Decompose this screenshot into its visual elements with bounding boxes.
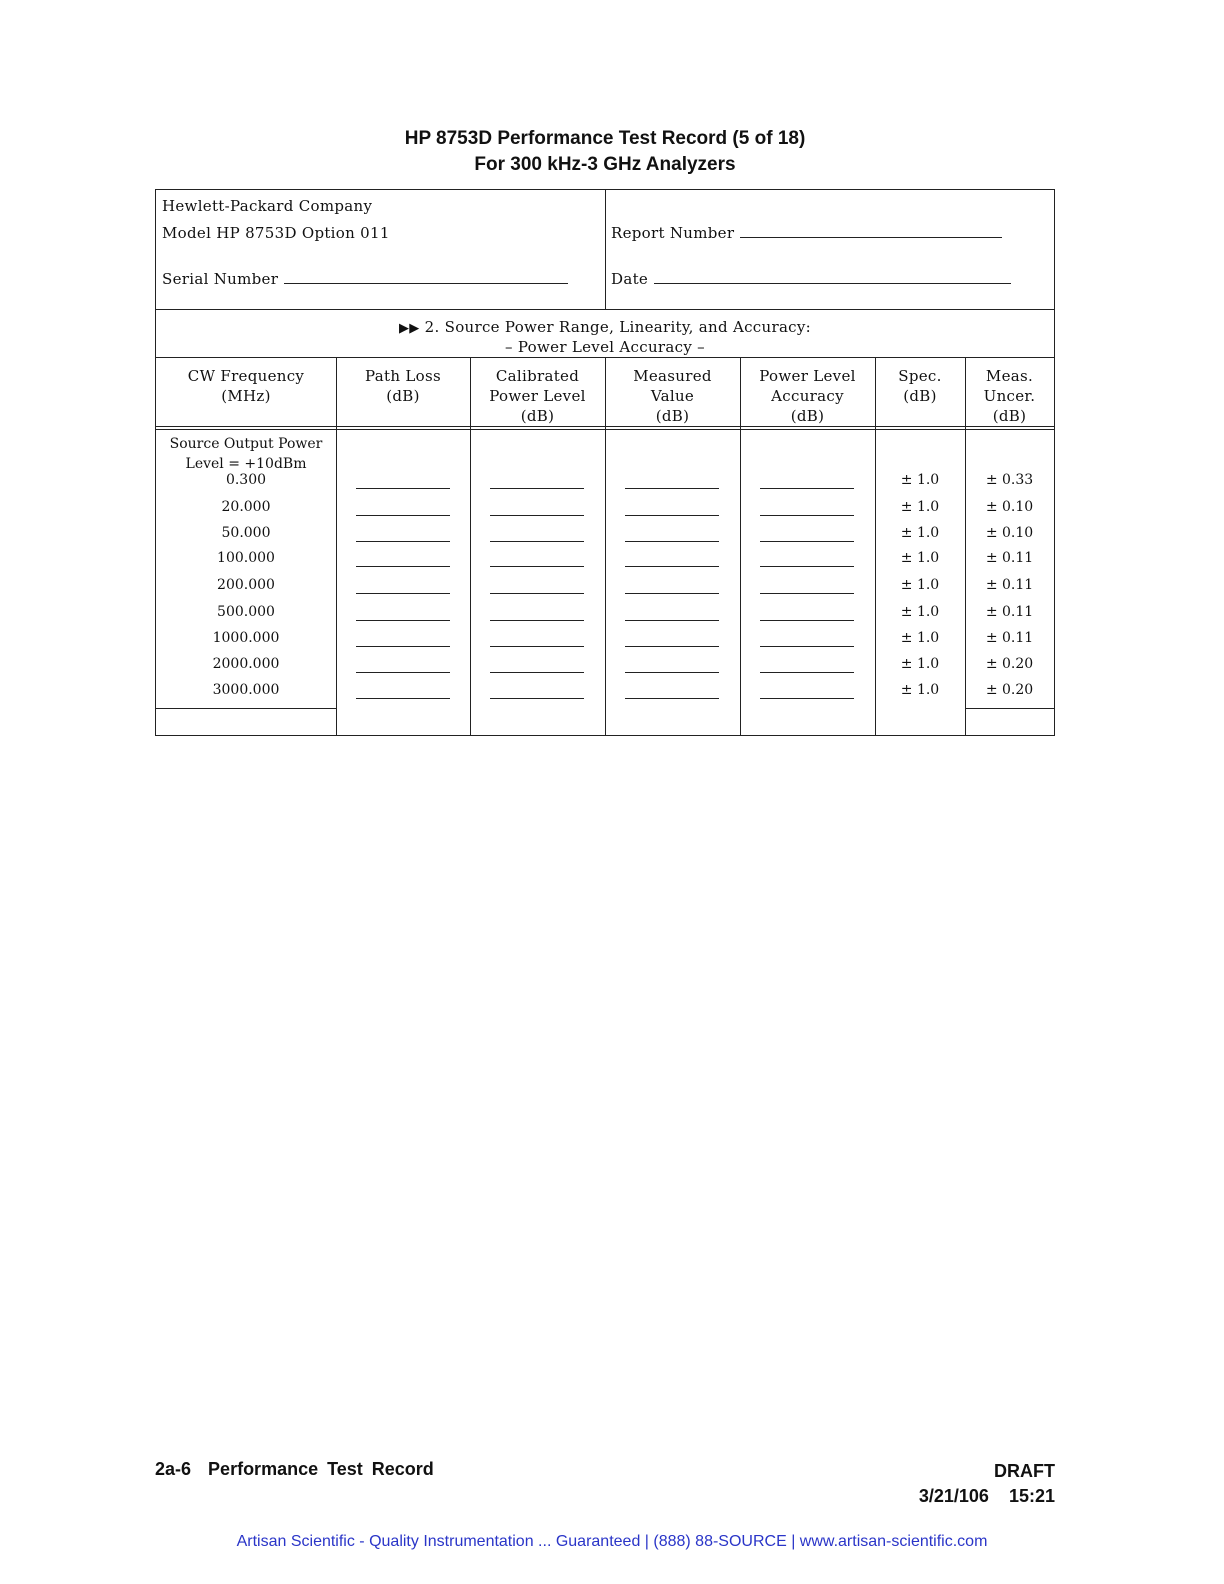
spec-value: ± 1.0	[900, 525, 940, 541]
entry-blank[interactable]	[356, 698, 450, 699]
uncertainty-value: ± 0.20	[985, 682, 1034, 698]
footer-left	[155, 1459, 434, 1480]
footer-right	[919, 1459, 1055, 1509]
uncertainty-value: ± 0.20	[985, 656, 1034, 672]
entry-blank[interactable]	[760, 566, 854, 567]
date-blank[interactable]	[654, 270, 1011, 284]
date-label: Date	[611, 270, 649, 288]
column-header-spec: Spec. (dB)	[898, 367, 942, 405]
entry-blank[interactable]	[356, 515, 450, 516]
report-number-label: Report Number	[611, 224, 735, 242]
entry-blank[interactable]	[490, 541, 584, 542]
company-name: Hewlett-Packard Company	[162, 197, 373, 215]
entry-blank[interactable]	[625, 593, 719, 594]
footer-date: 3/21/106	[918, 1486, 989, 1506]
model-label: Model HP 8753D Option 011	[162, 224, 390, 242]
group-label: Source Output Power Level = +10dBm	[169, 436, 323, 472]
entry-blank[interactable]	[490, 593, 584, 594]
spec-value: ± 1.0	[900, 472, 940, 488]
entry-blank[interactable]	[760, 593, 854, 594]
document-title: HP 8753D Performance Test Record (5 of 18)	[404, 128, 806, 149]
entry-blank[interactable]	[760, 515, 854, 516]
entry-blank[interactable]	[490, 488, 584, 489]
row-divider	[965, 708, 1054, 709]
entry-blank[interactable]	[625, 646, 719, 647]
uncertainty-value: ± 0.11	[985, 577, 1034, 593]
spec-value: ± 1.0	[900, 630, 940, 646]
column-header-path-loss: Path Loss (dB)	[365, 367, 441, 405]
uncertainty-value: ± 0.11	[985, 604, 1034, 620]
entry-blank[interactable]	[356, 566, 450, 567]
section-heading: 2. Source Power Range, Linearity, and Accuracy:	[424, 318, 812, 336]
test-record-table	[155, 189, 1055, 736]
cw-frequency-value: 1000.000	[212, 630, 280, 646]
section-subtitle: – Power Level Accuracy –	[505, 338, 705, 356]
report-number-field	[611, 224, 1002, 242]
entry-blank[interactable]	[356, 620, 450, 621]
header-right-panel	[606, 190, 1054, 309]
row-divider	[156, 708, 336, 709]
entry-blank[interactable]	[356, 541, 450, 542]
spec-value: ± 1.0	[900, 604, 940, 620]
entry-blank[interactable]	[625, 488, 719, 489]
entry-blank[interactable]	[356, 646, 450, 647]
cw-frequency-value: 500.000	[217, 604, 275, 620]
column-header-cw-frequency: CW Frequency (MHz)	[187, 367, 305, 405]
entry-blank[interactable]	[760, 646, 854, 647]
cw-frequency-value: 200.000	[217, 577, 275, 593]
cw-frequency-value: 2000.000	[212, 656, 280, 672]
entry-blank[interactable]	[490, 646, 584, 647]
report-number-blank[interactable]	[740, 224, 1002, 238]
entry-blank[interactable]	[625, 541, 719, 542]
spec-value: ± 1.0	[900, 550, 940, 566]
uncertainty-value: ± 0.10	[985, 499, 1034, 515]
serial-number-label: Serial Number	[162, 270, 279, 288]
entry-blank[interactable]	[625, 698, 719, 699]
entry-blank[interactable]	[490, 672, 584, 673]
entry-blank[interactable]	[490, 698, 584, 699]
entry-blank[interactable]	[625, 515, 719, 516]
uncertainty-value: ± 0.11	[985, 630, 1034, 646]
uncertainty-value: ± 0.33	[985, 472, 1034, 488]
footer-section-name: Performance Test Record	[208, 1459, 434, 1479]
cw-frequency-value: 100.000	[217, 550, 275, 566]
date-field	[611, 270, 1011, 288]
spec-value: ± 1.0	[900, 577, 940, 593]
vendor-banner[interactable]: Artisan Scientific - Quality Instrumentation ... Guaranteed | (888) 88-SOURCE | www.artisan-scientific.com	[236, 1533, 988, 1550]
column-divider	[875, 357, 876, 736]
entry-blank[interactable]	[490, 620, 584, 621]
entry-blank[interactable]	[490, 566, 584, 567]
spec-value: ± 1.0	[900, 656, 940, 672]
header-left-panel	[156, 190, 606, 309]
divider	[156, 426, 1054, 427]
uncertainty-value: ± 0.11	[985, 550, 1034, 566]
cw-frequency-value: 3000.000	[212, 682, 280, 698]
cw-frequency-value: 0.300	[225, 472, 267, 488]
cw-frequency-value: 50.000	[221, 525, 271, 541]
document-subtitle: For 300 kHz-3 GHz Analyzers	[474, 154, 736, 175]
entry-blank[interactable]	[760, 672, 854, 673]
serial-number-field	[162, 270, 568, 288]
entry-blank[interactable]	[760, 488, 854, 489]
entry-blank[interactable]	[356, 672, 450, 673]
column-header-measured-value: Measured Value (dB)	[633, 367, 712, 425]
uncertainty-value: ± 0.10	[985, 525, 1034, 541]
double-arrow-icon: ▶▶	[398, 321, 420, 336]
entry-blank[interactable]	[356, 488, 450, 489]
entry-blank[interactable]	[625, 620, 719, 621]
spec-value: ± 1.0	[900, 499, 940, 515]
divider	[156, 309, 1054, 310]
serial-number-blank[interactable]	[284, 270, 568, 284]
section-title	[156, 318, 1054, 336]
column-header-meas-uncer: Meas. Uncer. (dB)	[983, 367, 1036, 425]
entry-blank[interactable]	[490, 515, 584, 516]
entry-blank[interactable]	[760, 620, 854, 621]
column-divider	[336, 357, 337, 736]
entry-blank[interactable]	[760, 541, 854, 542]
column-header-calibrated-power: Calibrated Power Level (dB)	[489, 367, 586, 425]
cw-frequency-value: 20.000	[221, 499, 271, 515]
page-reference: 2a-6	[155, 1459, 192, 1479]
entry-blank[interactable]	[760, 698, 854, 699]
footer-time: 15:21	[1008, 1486, 1055, 1506]
entry-blank[interactable]	[356, 593, 450, 594]
spec-value: ± 1.0	[900, 682, 940, 698]
divider	[156, 429, 1054, 430]
draft-status: DRAFT	[994, 1461, 1055, 1481]
column-header-power-level-accuracy: Power Level Accuracy (dB)	[759, 367, 856, 425]
entry-blank[interactable]	[625, 566, 719, 567]
entry-blank[interactable]	[625, 672, 719, 673]
